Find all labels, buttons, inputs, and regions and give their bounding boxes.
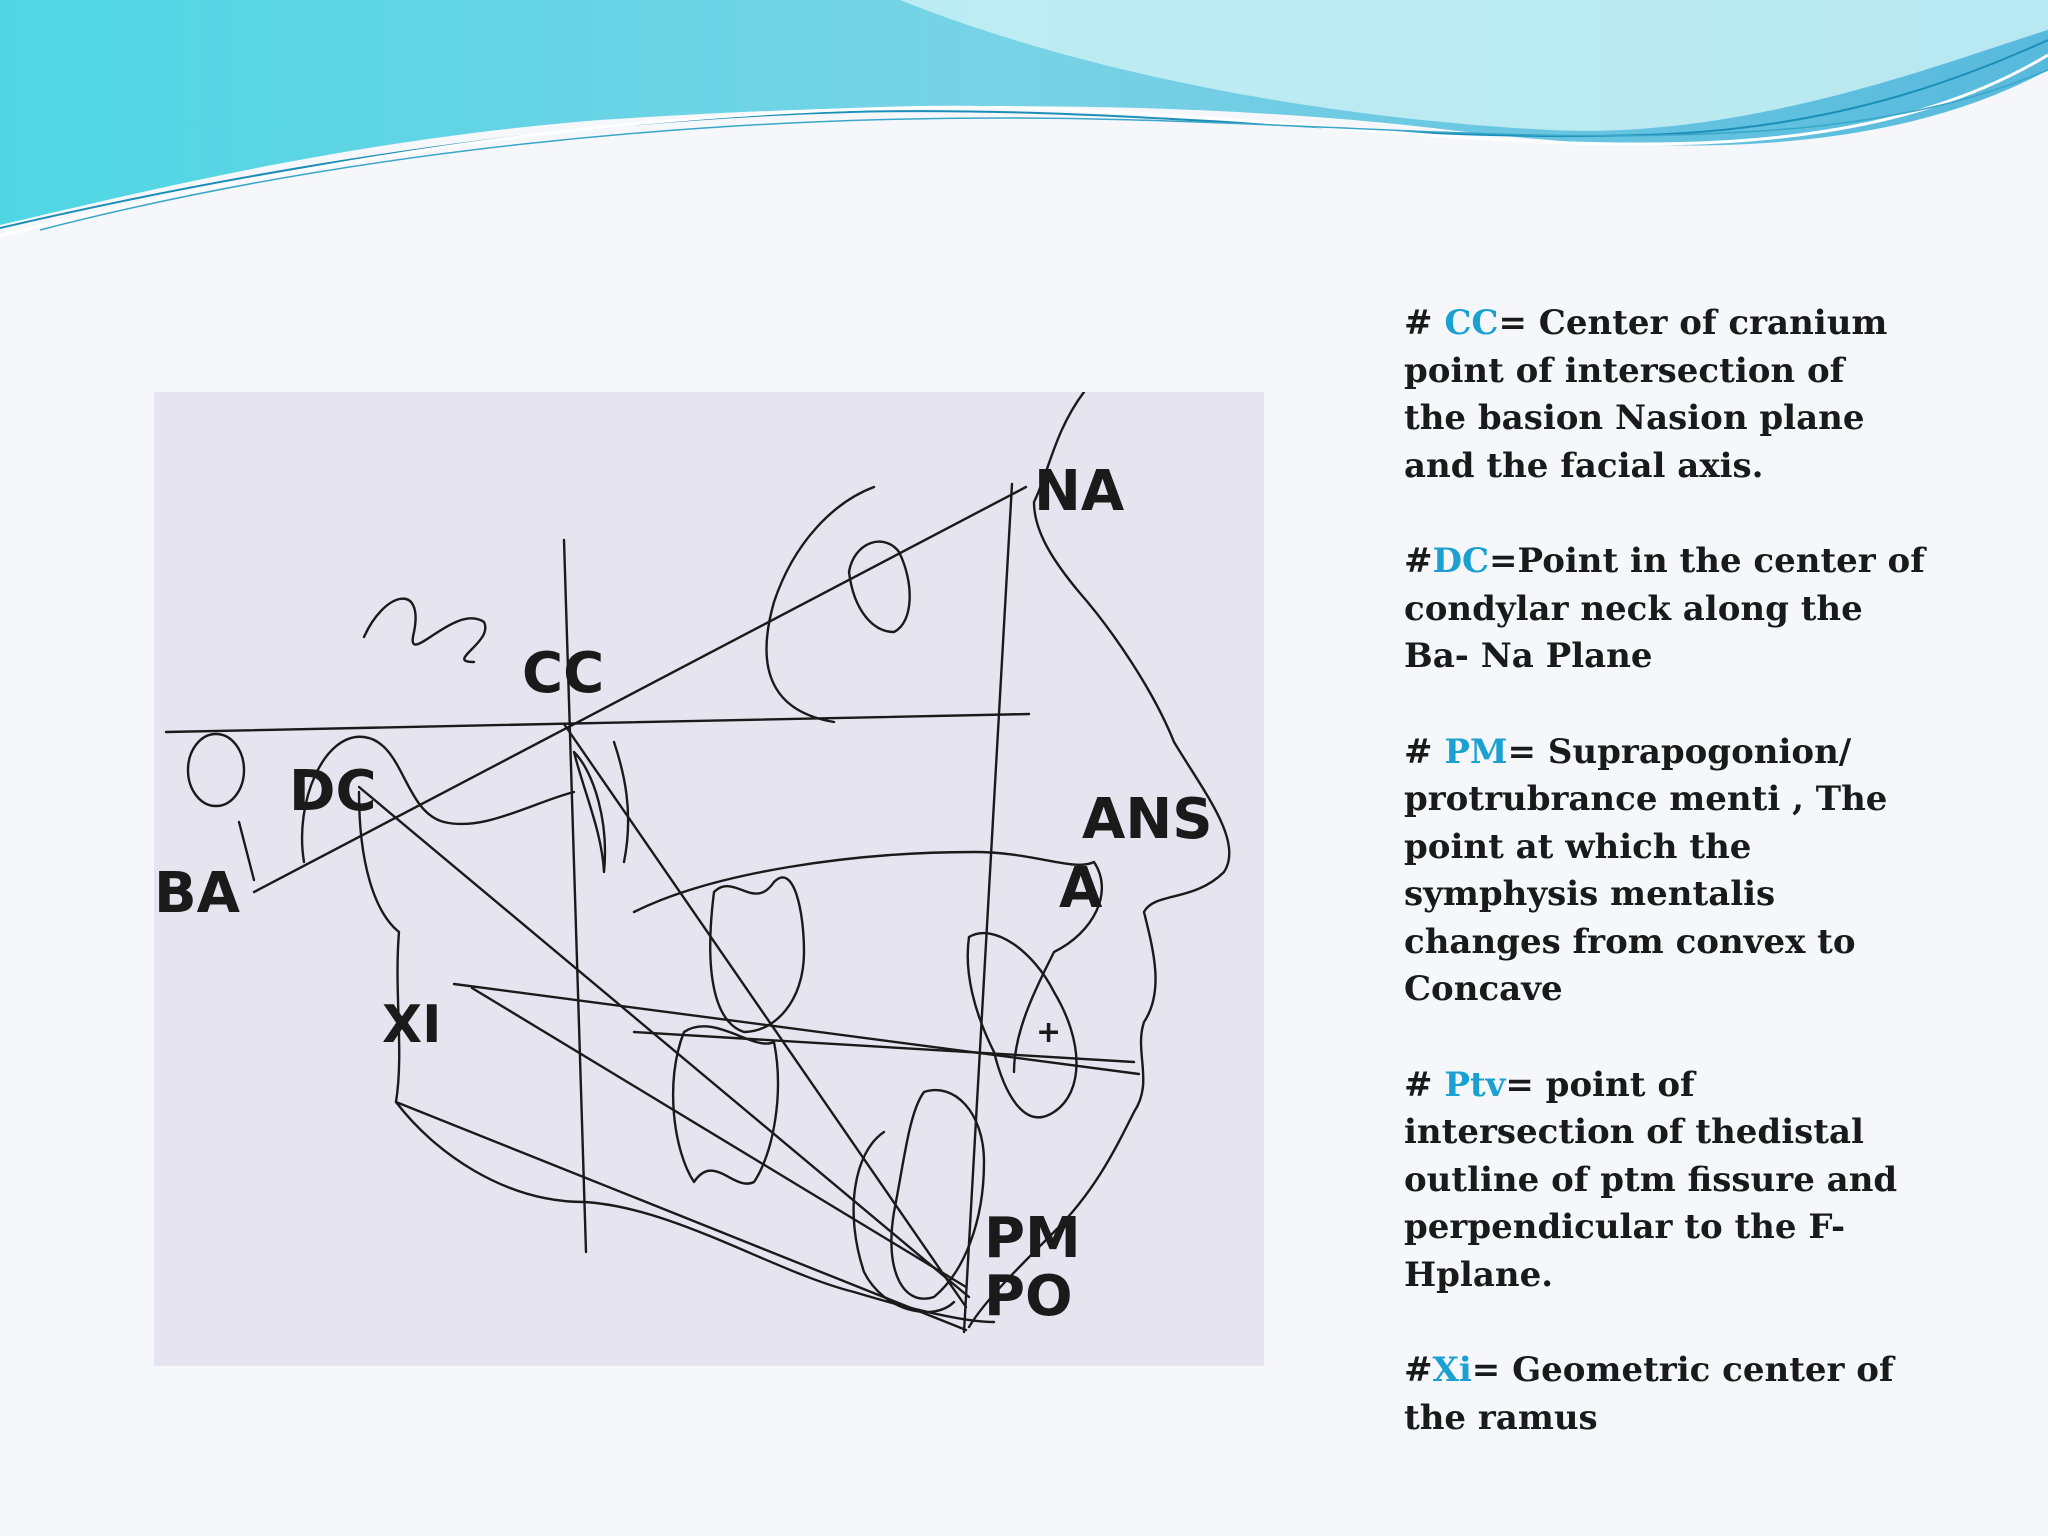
definition-dc	[1404, 538, 2024, 681]
definition-line	[1404, 1347, 2024, 1395]
definition-term: Ptv	[1444, 1064, 1506, 1105]
cephalometric-tracing-figure	[154, 392, 1264, 1366]
orbit-inner-outline	[849, 542, 910, 632]
orbit-ellipse	[188, 734, 244, 806]
definitions-panel	[1404, 300, 2024, 1490]
definition-line: and the facial axis.	[1404, 445, 1764, 486]
label-pm: PM	[984, 1206, 1081, 1271]
definition-line	[1404, 300, 2024, 348]
label-a: A	[1059, 856, 1103, 921]
definition-line: point of intersection of	[1404, 350, 1845, 391]
definition-prefix: #	[1404, 303, 1445, 343]
definition-text: =Point in the center of	[1489, 541, 1925, 581]
ptm-fissure-outline-2	[614, 742, 628, 862]
definition-cc	[1404, 300, 2024, 490]
label-ba: BA	[154, 861, 241, 926]
label-xi: XI	[382, 995, 442, 1055]
lower-molar-outline	[673, 1026, 778, 1183]
definition-prefix: #	[1404, 731, 1445, 772]
mandibular-plane-line	[396, 1102, 966, 1330]
label-plus: +	[1036, 1015, 1062, 1050]
definition-line: intersection of thedistal	[1404, 1112, 1864, 1152]
label-ans: ANS	[1082, 787, 1213, 852]
definition-term: DC	[1432, 541, 1490, 581]
label-na: NA	[1034, 459, 1125, 524]
label-po: PO	[984, 1264, 1073, 1329]
definition-text: = Suprapogonion/	[1507, 731, 1852, 772]
definition-line	[1404, 538, 2024, 586]
definition-xi	[1404, 1347, 2024, 1442]
ptm-fissure-outline	[574, 752, 605, 872]
definition-text: = Center of cranium	[1498, 303, 1888, 343]
tracing-svg	[154, 392, 1264, 1366]
definition-term: CC	[1444, 303, 1499, 343]
definition-line: symphysis mentalis	[1404, 874, 1776, 914]
definition-term: PM	[1444, 731, 1508, 772]
ptv-vertical-line	[964, 484, 1012, 1332]
definition-prefix: #	[1404, 1350, 1433, 1390]
definition-line: outline of ptm fissure and	[1404, 1159, 1898, 1200]
definition-line: Concave	[1404, 969, 1563, 1009]
definition-line: changes from convex to	[1404, 921, 1856, 962]
label-dc: DC	[289, 759, 377, 824]
definition-line	[1404, 1062, 2024, 1110]
sella-squiggle	[364, 599, 485, 662]
definition-line: Hplane.	[1404, 1254, 1554, 1295]
definition-line: perpendicular to the F-	[1404, 1207, 1846, 1247]
definition-line	[1404, 729, 2024, 777]
definition-ptv	[1404, 1062, 2024, 1300]
facial-axis-line	[564, 724, 966, 1307]
definition-pm	[1404, 729, 2024, 1014]
frankfort-horizontal-line	[166, 714, 1029, 732]
definition-text: = Geometric center of	[1471, 1350, 1894, 1390]
definition-line: point at which the	[1404, 826, 1752, 867]
definition-line: Ba- Na Plane	[1404, 636, 1653, 676]
ba-na-line	[254, 487, 1026, 892]
definition-prefix: #	[1404, 541, 1433, 581]
ba-pointer-line	[239, 822, 254, 880]
label-cc: CC	[522, 641, 605, 706]
definition-line: the ramus	[1404, 1397, 1598, 1438]
definition-prefix: #	[1404, 1064, 1445, 1105]
dc-pm-line	[359, 787, 969, 1297]
definition-line: protrubrance menti , The	[1404, 779, 1888, 819]
definition-text: = point of	[1505, 1064, 1695, 1105]
definition-term: Xi	[1432, 1350, 1472, 1390]
definition-line: condylar neck along the	[1404, 588, 1863, 629]
definition-line: the basion Nasion plane	[1404, 398, 1865, 438]
wave-banner	[0, 0, 2048, 240]
